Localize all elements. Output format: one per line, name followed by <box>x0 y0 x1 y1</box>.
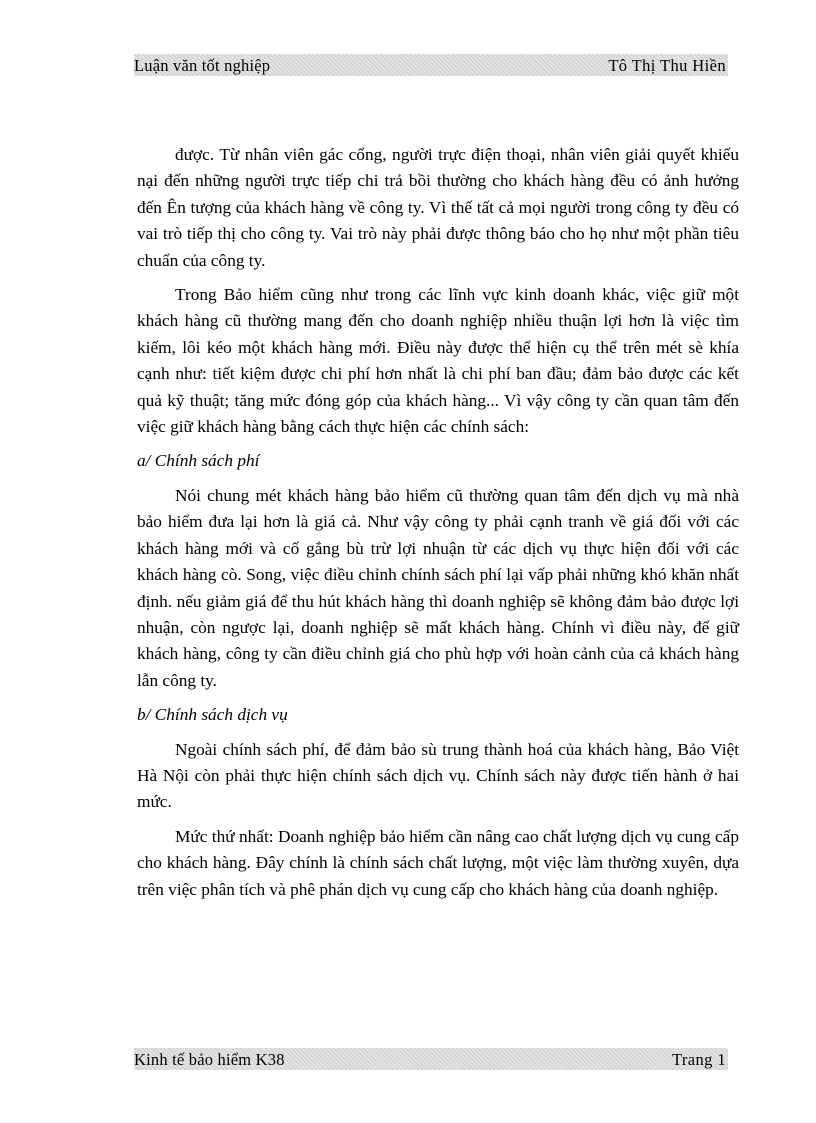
page-header <box>134 55 728 77</box>
paragraph: Nói chung mét khách hàng bảo hiểm cũ thường quan tâm đến dịch vụ mà nhà bảo hiểm đưa lại hơn là giá cả. Như vậy công ty phải cạnh tranh về giá đối với các khách hàng mới và cố gắng bù trừ lợi nhuận từ các dịch vụ thực hiện đối với các khách hàng cò. Song, việc điều chỉnh chính sách phí lại vấp phải những khó khăn nhất định. nếu giảm giá để thu hút khách hàng thì doanh nghiệp sẽ không đảm bảo được lợi nhuận, còn ngược lại, doanh nghiệp sẽ mất khách hàng. Chính vì điều này, để giữ khách hàng, công ty cần điều chỉnh giá cho phù hợp với hoàn cảnh của cả khách hàng lẫn công ty. <box>137 485 739 690</box>
page-number: Trang 1 <box>672 1050 726 1069</box>
paragraph: Ngoài chính sách phí, để đảm bảo sù trung thành hoá của khách hàng, Bảo Việt Hà Nội còn phải thực hiện chính sách dịch vụ. Chính sách này được tiến hành ở hai mức. <box>137 739 739 812</box>
section-heading: a/ Chính sách phí <box>137 451 260 471</box>
header-title: Luận văn tốt nghiệp <box>134 56 271 75</box>
page-footer <box>134 1049 728 1071</box>
paragraph: Mức thứ nhất: Doanh nghiệp bảo hiểm cần nâng cao chất lượng dịch vụ cung cấp cho khách hàng. Đây chính là chính sách chất lượng, một việc làm thường xuyên, dựa trên việc phân tích và phê phán dịch vụ cung cấp cho khách hàng của doanh nghiệp. <box>137 826 739 899</box>
paragraph: Trong Bảo hiểm cũng như trong các lĩnh vực kinh doanh khác, việc giữ một khách hàng cũ thường mang đến cho doanh nghiệp nhiều thuận lợi hơn là việc tìm kiếm, lôi kéo một khách hàng mới. Điều này được thể hiện cụ thể trên mét sè khía cạnh như: tiết kiệm được chi phí hơn nhất là chi phí ban đầu; đảm bảo được các kết quả kỹ thuật; tăng mức đóng góp của khách hàng... Vì vậy công ty cần quan tâm đến việc giữ khách hàng bằng cách thực hiện các chính sách: <box>137 285 739 437</box>
paragraph: được. Từ nhân viên gác cổng, người trực điện thoại, nhân viên giải quyết khiếu nại đến những người trực tiếp chi trả bồi thường cho khách hàng đều có ảnh hưởng đến Ên tượng của khách hàng về công ty. Vì thế tất cả mọi người trong công ty đều có vai trò tiếp thị cho công ty. Vai trò này phải được thông báo cho họ như một phần tiêu chuẩn của công ty. <box>137 145 739 270</box>
header-author: Tô Thị Thu Hiền <box>608 56 726 75</box>
footer-course: Kinh tế bảo hiểm K38 <box>134 1050 285 1069</box>
body-text <box>137 142 739 911</box>
section-heading: b/ Chính sách dịch vụ <box>137 705 288 725</box>
